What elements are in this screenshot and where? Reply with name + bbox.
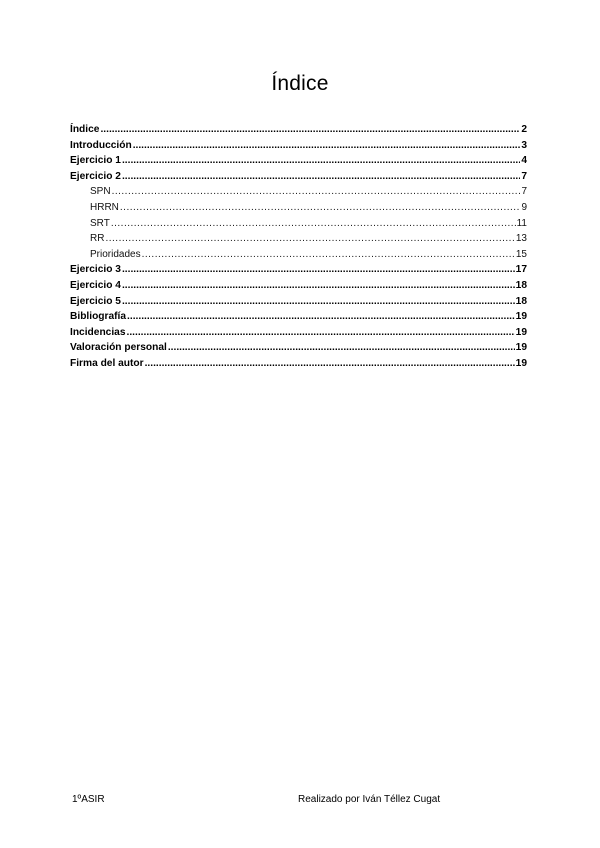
toc-leader <box>122 169 520 185</box>
toc-entry-label: Ejercicio 5 <box>70 295 121 307</box>
toc-leader <box>168 340 515 356</box>
toc-entry-label: Ejercicio 2 <box>70 170 121 182</box>
toc-subentry[interactable] <box>70 247 527 263</box>
toc-entry-label: SPN <box>90 186 111 198</box>
toc-leader <box>111 216 516 232</box>
toc-leader <box>122 294 515 310</box>
toc-entry[interactable] <box>70 340 527 356</box>
toc-leader <box>100 122 520 138</box>
toc-entry[interactable] <box>70 153 527 169</box>
toc-entry-label: Incidencias <box>70 326 126 338</box>
toc-entry-label: SRT <box>90 217 110 229</box>
toc-entry[interactable] <box>70 169 527 185</box>
toc-entry-label: Prioridades <box>90 248 141 260</box>
toc-leader <box>145 356 515 372</box>
toc-leader <box>127 325 515 341</box>
footer-course: 1ºASIR <box>72 794 105 805</box>
toc-entry[interactable] <box>70 262 527 278</box>
toc-leader <box>133 138 521 154</box>
toc-entry-page: 4 <box>521 155 527 167</box>
toc-leader <box>105 231 514 247</box>
toc-entry-page: 19 <box>515 342 527 354</box>
toc-leader <box>127 309 515 325</box>
toc-entry-page: 19 <box>515 326 527 338</box>
toc-entry-page: 19 <box>515 357 527 369</box>
toc-entry-label: Ejercicio 3 <box>70 264 121 276</box>
toc-entry-label: Ejercicio 4 <box>70 279 121 291</box>
toc-entry-page: 17 <box>515 264 527 276</box>
toc-leader <box>122 262 515 278</box>
toc-entry-label: Valoración personal <box>70 342 167 354</box>
toc-entry-page: 15 <box>515 248 527 260</box>
toc-entry-page: 11 <box>516 217 527 229</box>
toc-entry-label: Introducción <box>70 139 132 151</box>
toc-leader <box>122 278 515 294</box>
table-of-contents <box>70 122 527 372</box>
toc-entry-page: 9 <box>521 201 527 213</box>
toc-entry-page: 7 <box>521 170 527 182</box>
toc-leader <box>112 184 521 200</box>
page-title: Índice <box>271 72 329 95</box>
footer-author: Realizado por Iván Téllez Cugat <box>298 794 441 805</box>
toc-entry-label: Ejercicio 1 <box>70 155 121 167</box>
toc-subentry[interactable] <box>70 184 527 200</box>
toc-entry-page: 2 <box>521 124 527 135</box>
toc-entry-page: 7 <box>521 186 527 198</box>
toc-entry[interactable] <box>70 309 527 325</box>
toc-entry-label: Bibliografía <box>70 311 127 323</box>
toc-subentry[interactable] <box>70 216 527 232</box>
toc-entry-page: 18 <box>515 295 527 307</box>
toc-entry-label: Firma del autor <box>70 357 144 369</box>
toc-entry-label: HRRN <box>90 201 119 213</box>
toc-entry[interactable] <box>70 325 527 341</box>
toc-entry-page: 13 <box>515 233 527 245</box>
toc-leader <box>122 153 520 169</box>
toc-leader <box>142 247 515 263</box>
toc-entry[interactable] <box>70 356 527 372</box>
toc-entry[interactable] <box>70 294 527 310</box>
toc-entry[interactable] <box>70 278 527 294</box>
toc-entry[interactable] <box>70 122 527 138</box>
toc-entry-page: 3 <box>521 139 527 151</box>
toc-entry-page: 19 <box>515 311 527 323</box>
toc-leader <box>120 200 521 216</box>
toc-entry[interactable] <box>70 138 527 154</box>
toc-entry-page: 18 <box>515 279 527 291</box>
toc-entry-label: RR <box>90 233 105 245</box>
toc-entry-label: Índice <box>70 124 100 135</box>
toc-subentry[interactable] <box>70 231 527 247</box>
toc-subentry[interactable] <box>70 200 527 216</box>
